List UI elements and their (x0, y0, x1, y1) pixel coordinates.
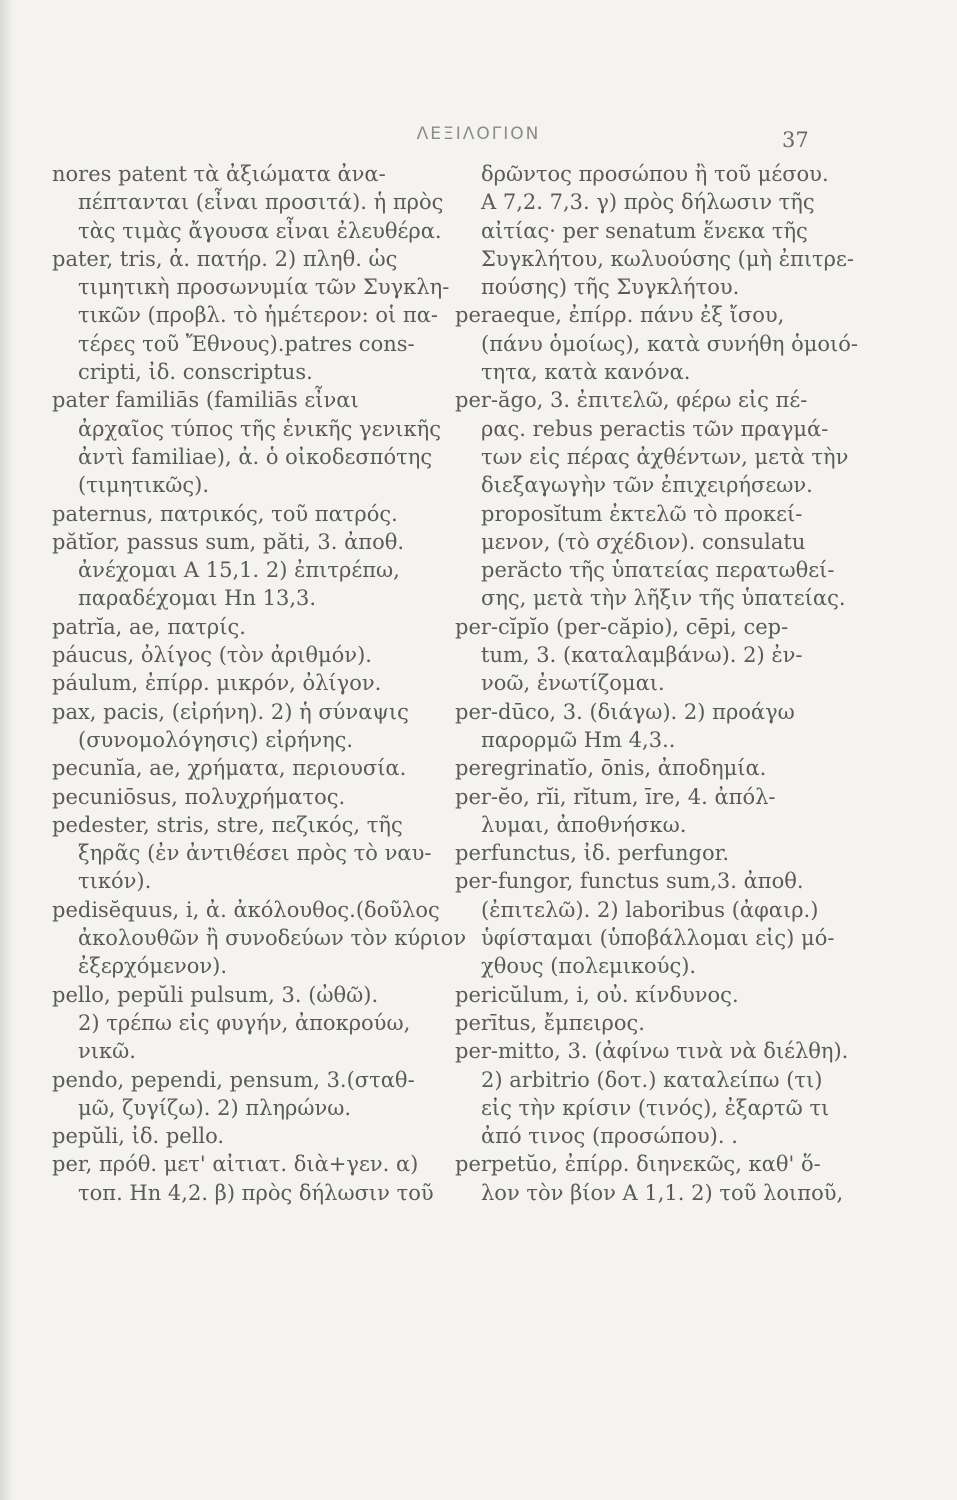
entry-headword-line: páucus, ὀλίγος (τὸν ἀριθμόν). (52, 643, 372, 668)
entry-continuation-line: ἀπό τινος (προσώπου). . (481, 1124, 738, 1149)
entry-continuation-line: ρας. rebus peractis τῶν πραγμά- (481, 416, 829, 441)
entry-continuation-line: τικῶν (προβλ. τὸ ἡμέτερον: οἱ πα- (78, 303, 439, 328)
entry-headword-line: peregrinatĭo, ōnis, ἀποδημία. (455, 756, 767, 781)
entry-continuation-line: διεξαγωγὴν τῶν ἐπιχειρήσεων. (481, 473, 813, 498)
entry-continuation-line: (ἐπιτελῶ). 2) laboribus (ἀφαιρ.) (481, 897, 819, 922)
entry-continuation-line: 2) arbitrio (δοτ.) καταλείπω (τι) (481, 1067, 823, 1092)
entry-continuation-line: μενον, (τὸ σχέδιον). consulatu (481, 529, 806, 554)
entry-continuation-line: cripti, ἰδ. conscriptus. (78, 360, 313, 385)
entry-headword-line: peraeque, ἐπίρρ. πάνυ ἐξ ἴσου, (455, 303, 785, 328)
right-column (455, 160, 859, 1207)
entry-continuation-line: μῶ, ζυγίζω). 2) πληρώνω. (78, 1095, 352, 1120)
entry-continuation-line: proposĭtum ἐκτελῶ τὸ προκεί- (481, 501, 803, 526)
entry-continuation-line: λον τὸν βίον Α 1,1. 2) τοῦ λοιποῦ, (481, 1180, 844, 1205)
entry-continuation-line: ξηρᾶς (ἐν ἀντιθέσει πρὸς τὸ ναυ- (78, 841, 432, 866)
entry-headword-line: pater familiās (familiās εἶναι (52, 388, 359, 413)
entry-headword-line: pedisĕquus, i, ἀ. ἀκόλουθος.(δοῦλος (52, 897, 440, 922)
entry-continuation-line: Α 7,2. 7,3. γ) πρὸς δήλωσιν τῆς (481, 190, 815, 215)
entry-headword-line: per-dūco, 3. (διάγω). 2) προάγω (455, 699, 795, 724)
entry-continuation-line: τιμητικὴ προσωνυμία τῶν Συγκλη- (78, 275, 450, 300)
page-number: 37 (782, 128, 809, 152)
entry-continuation-line: πούσης) τῆς Συγκλήτου. (481, 275, 740, 300)
entry-headword-line: pendo, pependi, pensum, 3.(σταθ- (52, 1067, 415, 1092)
entry-headword-line: pater, tris, ἀ. πατήρ. 2) πληθ. ὡς (52, 246, 398, 271)
left-column (52, 160, 467, 1207)
entry-headword-line: per-ăgo, 3. ἐπιτελῶ, φέρω εἰς πέ- (455, 388, 808, 413)
entry-headword-line: perfunctus, ἰδ. perfungor. (455, 841, 730, 866)
entry-continuation-line: τητα, κατὰ κανόνα. (481, 360, 691, 385)
entry-continuation-line: των εἰς πέρας ἀχθέντων, μετὰ τὴν (481, 444, 849, 469)
entry-continuation-line: παραδέχομαι Hn 13,3. (78, 586, 317, 611)
entry-headword-line: pecunĭa, ae, χρήματα, περιουσία. (52, 756, 407, 781)
entry-continuation-line: ὑφίσταμαι (ὑποβάλλομαι εἰς) μό- (481, 926, 835, 951)
entry-continuation-line: ἀνέχομαι Α 15,1. 2) ἐπιτρέπω, (78, 558, 400, 583)
entry-headword-line: per-fungor, functus sum,3. ἀποθ. (455, 869, 804, 894)
entry-headword-line: paternus, πατρικός, τοῦ πατρός. (52, 501, 398, 526)
entry-continuation-line: perăcto τῆς ὑπατείας περατωθεί- (481, 558, 835, 583)
entry-headword-line: perpetŭo, ἐπίρρ. διηνεκῶς, καθ' ὅ- (455, 1152, 821, 1177)
entry-continuation-line: χθους (πολεμικούς). (481, 954, 697, 979)
entry-continuation-line: δρῶντος προσώπου ἢ τοῦ μέσου. (481, 162, 829, 186)
entry-continuation-line: tum, 3. (καταλαμβάνω). 2) ἐν- (481, 643, 803, 668)
entry-continuation-line: ἀντὶ familiae), ἀ. ὁ οἰκοδεσπότης (78, 444, 433, 469)
entry-headword-line: per-cĭpĭo (per-căpio), cēpi, cep- (455, 614, 789, 639)
entry-continuation-line: (συνομολόγησις) εἰρήνης. (78, 727, 354, 752)
page-edge-shadow (0, 0, 14, 1500)
entry-continuation-line: τικόν). (78, 869, 152, 894)
entry-continuation-line: αἰτίας· per senatum ἕνεκα τῆς (481, 218, 808, 243)
entry-headword-line: pax, pacis, (εἰρήνη). 2) ἡ σύναψις (52, 699, 409, 724)
entry-headword-line: pedester, stris, stre, πεζικός, τῆς (52, 812, 403, 837)
entry-continuation-line: τέρες τοῦ Ἔθνους).patres cons- (78, 331, 415, 356)
entry-continuation-line: (τιμητικῶς). (78, 473, 210, 498)
entry-headword-line: páulum, ἐπίρρ. μικρόν, ὀλίγον. (52, 671, 382, 696)
entry-headword-line: pecuniōsus, πολυχρήματος. (52, 784, 346, 809)
entry-continuation-line: εἰς τὴν κρίσιν (τινός), ἐξαρτῶ τι (481, 1095, 830, 1120)
entry-continuation-line: 2) τρέπω εἰς φυγήν, ἀποκρούω, (78, 1010, 411, 1035)
entry-headword-line: pepŭli, ἰδ. pello. (52, 1124, 225, 1149)
entry-continuation-line: παρορμῶ Hm 4,3.. (481, 727, 676, 752)
entry-continuation-line: Συγκλήτου, κωλυούσης (μὴ ἐπιτρε- (481, 246, 854, 271)
entry-headword-line: nores patent τὰ ἀξιώματα ἀνα- (52, 162, 386, 186)
entry-headword-line: pericŭlum, i, οὐ. κίνδυνος. (455, 982, 739, 1007)
entry-headword-line: perītus, ἔμπειρος. (455, 1010, 645, 1035)
entry-continuation-line: νοῶ, ἐνωτίζομαι. (481, 671, 665, 696)
entry-continuation-line: (πάνυ ὁμοίως), κατὰ συνήθη ὁμοιό- (481, 331, 859, 356)
entry-headword-line: patrĭa, ae, πατρίς. (52, 614, 246, 639)
entry-continuation-line: ἐξερχόμενον). (78, 954, 227, 979)
entry-continuation-line: τὰς τιμὰς ἄγουσα εἶναι ἐλευθέρα. (78, 218, 442, 243)
entry-headword-line: pătĭor, passus sum, păti, 3. ἀποθ. (52, 529, 405, 554)
running-head: ΛΕΞΙΛΟΓΙΟΝ (416, 124, 541, 144)
entry-headword-line: pello, pepŭli pulsum, 3. (ὠθῶ). (52, 982, 379, 1007)
entry-continuation-line: ἀρχαῖος τύπος τῆς ἑνικῆς γενικῆς (78, 416, 441, 441)
entry-continuation-line: πέπτανται (εἶναι προσιτά). ἡ πρὸς (78, 190, 444, 215)
entry-continuation-line: τοπ. Hn 4,2. β) πρὸς δήλωσιν τοῦ (78, 1180, 434, 1205)
entry-headword-line: per-ĕo, rĭi, rĭtum, īre, 4. ἀπόλ- (455, 784, 776, 809)
entry-headword-line: per, πρόθ. μετ' αἰτιατ. διὰ+γεν. α) (52, 1152, 419, 1177)
entry-continuation-line: ἀκολουθῶν ἢ συνοδεύων τὸν κύριον (78, 926, 467, 951)
entry-continuation-line: σης, μετὰ τὴν λῆξιν τῆς ὑπατείας. (481, 586, 846, 611)
entry-headword-line: per-mitto, 3. (ἀφίνω τινὰ νὰ διέλθη). (455, 1039, 849, 1064)
entry-continuation-line: λυμαι, ἀποθνήσκω. (481, 812, 687, 837)
entry-continuation-line: νικῶ. (78, 1039, 136, 1064)
